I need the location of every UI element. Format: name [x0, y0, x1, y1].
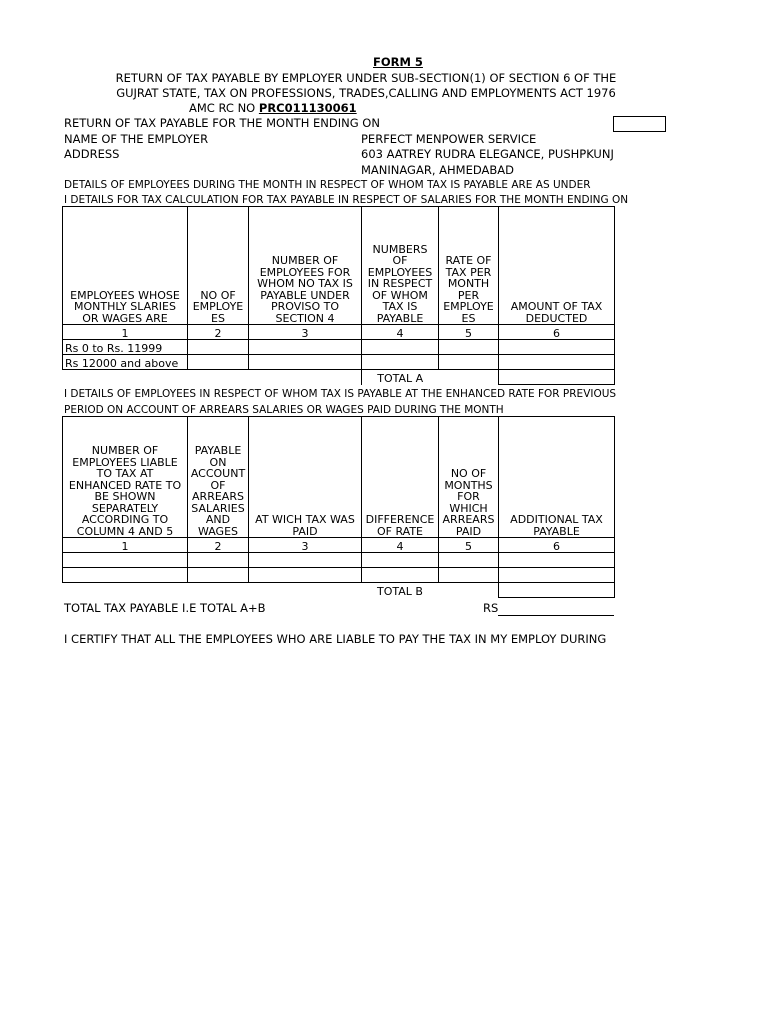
table-row	[63, 553, 615, 568]
table-cell[interactable]	[188, 553, 249, 568]
table-row	[63, 340, 615, 355]
header-line-2: GUJRAT STATE, TAX ON PROFESSIONS, TRADES,CALLING AND EMPLOYMENTS ACT 1976	[116, 86, 616, 100]
total-a-value[interactable]	[499, 370, 615, 385]
table-cell[interactable]	[439, 568, 499, 583]
total-b-row	[63, 583, 615, 598]
column-number: 2	[188, 538, 249, 553]
table-a-header-row	[63, 207, 615, 325]
total-tax-field[interactable]	[498, 601, 614, 616]
table-cell[interactable]	[63, 553, 188, 568]
table-a-header: AMOUNT OF TAX DEDUCTED	[499, 207, 615, 325]
table-cell[interactable]	[249, 568, 362, 583]
tax-calculation-table	[62, 206, 615, 385]
table-b-header: AT WICH TAX WAS PAID	[249, 417, 362, 538]
table-a-header: NUMBER OF EMPLOYEES FOR WHOM NO TAX IS PAYABLE UNDER PROVISO TO SECTION 4	[249, 207, 362, 325]
column-number: 2	[188, 325, 249, 340]
table-a-header: NUMBERS OF EMPLOYEES IN RESPECT OF WHOM TAX IS PAYABLE	[362, 207, 439, 325]
table-cell[interactable]	[362, 568, 439, 583]
table-cell[interactable]	[439, 553, 499, 568]
column-number: 4	[362, 538, 439, 553]
return-month-label: RETURN OF TAX PAYABLE FOR THE MONTH ENDING ON	[64, 116, 380, 130]
total-tax-payable-label: TOTAL TAX PAYABLE I.E TOTAL A+B	[64, 601, 266, 615]
table-b-header: ADDITIONAL TAX PAYABLE	[499, 417, 615, 538]
table-b-header: PAYABLE ON ACCOUNT OF ARREARS SALARIES AND WAGES	[188, 417, 249, 538]
amc-rc-row	[189, 101, 357, 115]
column-number: 1	[63, 538, 188, 553]
table-cell[interactable]	[499, 355, 615, 370]
header-line-1: RETURN OF TAX PAYABLE BY EMPLOYER UNDER SUB-SECTION(1) OF SECTION 6 OF THE	[115, 71, 617, 85]
column-number: 3	[249, 538, 362, 553]
amc-rc-number: PRC011130061	[258, 101, 357, 115]
table-cell[interactable]	[249, 340, 362, 355]
table-cell[interactable]	[188, 340, 249, 355]
table-b-header: NO OF MONTHS FOR WHICH ARREARS PAID	[439, 417, 499, 538]
table-cell[interactable]	[249, 553, 362, 568]
month-ending-box[interactable]	[613, 116, 666, 132]
column-number: 3	[249, 325, 362, 340]
table-a-header: NO OF EMPLOYE ES	[188, 207, 249, 325]
table-b-header-row	[63, 417, 615, 538]
table-cell[interactable]	[499, 553, 615, 568]
table-a-column-numbers	[63, 325, 615, 340]
total-a-row	[63, 370, 615, 385]
column-number: 4	[362, 325, 439, 340]
address-label: ADDRESS	[64, 147, 120, 161]
table-cell[interactable]	[439, 340, 499, 355]
table-cell[interactable]	[499, 340, 615, 355]
column-number: 6	[499, 538, 615, 553]
table-b-header: NUMBER OF EMPLOYEES LIABLE TO TAX AT ENHANCED RATE TO BE SHOWN SEPARATELY ACCORDING TO COLUMN 4 AND 5	[63, 417, 188, 538]
section-1-title: I DETAILS FOR TAX CALCULATION FOR TAX PAYABLE IN RESPECT OF SALARIES FOR THE MONTH ENDING ON	[64, 194, 629, 206]
total-b-label: TOTAL B	[377, 585, 423, 598]
employer-name-value: PERFECT MENPOWER SERVICE	[361, 132, 537, 146]
table-b-header: DIFFERENCE OF RATE	[362, 417, 439, 538]
employer-name-label: NAME OF THE EMPLOYER	[64, 132, 209, 146]
column-number: 6	[499, 325, 615, 340]
column-number: 5	[439, 325, 499, 340]
amc-rc-label: AMC RC NO	[189, 101, 256, 115]
table-row	[63, 355, 615, 370]
certification-text: I CERTIFY THAT ALL THE EMPLOYEES WHO ARE LIABLE TO PAY THE TAX IN MY EMPLOY DURING	[64, 632, 607, 646]
table-a-header: RATE OF TAX PER MONTH PER EMPLOYE ES	[439, 207, 499, 325]
table-cell[interactable]	[63, 568, 188, 583]
column-number: 1	[63, 325, 188, 340]
table-row	[63, 568, 615, 583]
section-2-line-2: PERIOD ON ACCOUNT OF ARREARS SALARIES OR WAGES PAID DURING THE MONTH	[64, 404, 504, 416]
table-cell[interactable]	[188, 568, 249, 583]
salary-range-label: Rs 12000 and above	[63, 355, 188, 370]
table-cell[interactable]	[188, 355, 249, 370]
table-a-header: EMPLOYEES WHOSE MONTHLY SLARIES OR WAGES ARE	[63, 207, 188, 325]
arrears-table	[62, 416, 615, 598]
table-cell[interactable]	[362, 553, 439, 568]
column-number: 5	[439, 538, 499, 553]
total-a-label: TOTAL A	[377, 372, 424, 385]
table-b-column-numbers	[63, 538, 615, 553]
table-cell[interactable]	[362, 355, 439, 370]
table-cell[interactable]	[439, 355, 499, 370]
address-line-2: MANINAGAR, AHMEDABAD	[361, 163, 514, 177]
details-line: DETAILS OF EMPLOYEES DURING THE MONTH IN RESPECT OF WHOM TAX IS PAYABLE ARE AS UNDER	[64, 179, 591, 191]
table-cell[interactable]	[499, 568, 615, 583]
section-2-line-1: I DETAILS OF EMPLOYEES IN RESPECT OF WHOM TAX IS PAYABLE AT THE ENHANCED RATE FOR PREVIOUS	[64, 388, 617, 400]
address-line-1: 603 AATREY RUDRA ELEGANCE, PUSHPKUNJ	[361, 147, 614, 161]
form-title: FORM 5	[373, 55, 423, 69]
rs-label: RS	[483, 601, 499, 615]
salary-range-label: Rs 0 to Rs. 11999	[63, 340, 188, 355]
table-cell[interactable]	[362, 340, 439, 355]
total-b-value[interactable]	[499, 583, 615, 598]
table-cell[interactable]	[249, 355, 362, 370]
